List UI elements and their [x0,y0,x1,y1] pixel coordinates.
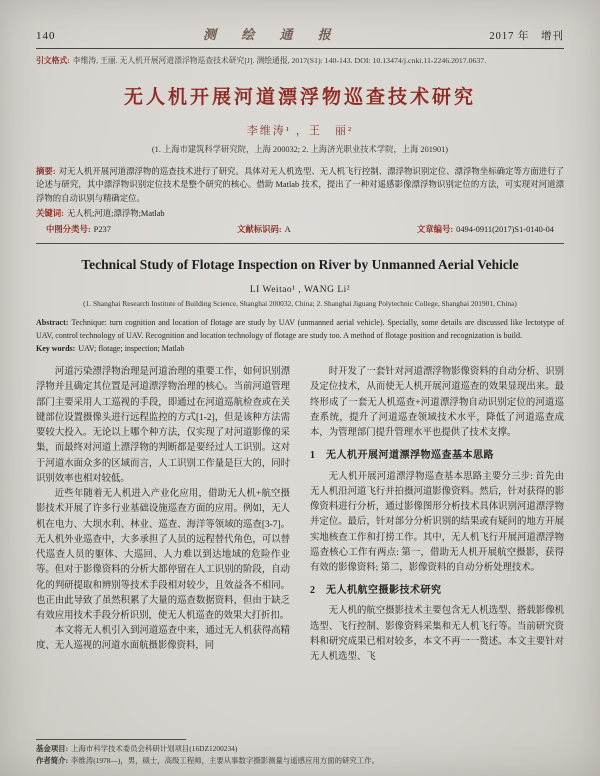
document-code: 文献标识码: A [237,225,291,235]
header-divider [36,48,564,49]
abstract-cn [36,165,564,205]
affiliation-en: (1. Shanghai Research Institute of Building Science, Shanghai 200032, China; 2. Shanghai Jiguang Polytechnic College, Shanghai 201901, China) [83,299,517,309]
abstract-label-cn: 摘要: [36,167,56,177]
affiliation-cn: (1. 上海市建筑科学研究院，上海 200032; 2. 上海济光职业技术学院，上海 201901) [151,145,449,155]
body-paragraph: 无人机开展河道漂浮物巡查基本思路主要分三步: 首先由无人机沿河道飞行并拍摄河道影像资料。然后，针对获得的影像资料进行分析，通过影像图形分析技术具体识别河道漂浮物并定位。最后，针对部分分析识别的结果或有疑问的地方开展实地核查工作和打捞工作。其中，无人机飞行开展河道漂浮物巡查核心工作有两点: 第一，借助无人机开展航空摄影，获得有效的影像资料; 第二，影像资料的自动分析处理技术。 [310,471,564,573]
citation-line [36,55,564,66]
section-divider [36,243,564,244]
keywords-text-cn: 无人机;河道;漂浮物;Matlab [66,209,165,219]
citation-label: 引文格式: [36,56,70,65]
section-heading-2: 2 无人机航空摄影技术研究 [310,585,442,597]
journal-name: 测 绘 通 报 [203,27,342,42]
section-heading-1: 1 无人机开展河道漂浮物巡查基本思路 [310,450,494,462]
bio-text: 李维涛(1978—)，男，硕士，高级工程师，主要从事数字摄影测量与遥感应用方面的研究工作。 [71,755,379,765]
footnote-block [36,739,564,766]
author-bio-line [36,755,564,766]
body-paragraph: 本文将无人机引入到河道巡查中来，通过无人机获得高精度、无人巡视的河道水面航摄影像资料，同 [36,626,290,652]
article-title-en: Technical Study of Flotage Inspection on River by Unmanned Aerial Vehicle [81,257,519,273]
keywords-text-en: UAV; flotage; inspection; Matlab [78,344,185,354]
journal-header [36,24,564,43]
body-paragraph: 时开发了一套针对河道漂浮物影像资料的自动分析、识别及定位技术，从而使无人机开展河道巡查的效果显现出来。最终形成了一套无人机巡查+河道漂浮物自动识别定位的河道巡查系统，提升了河道巡查领域技术水平，降低了河道巡查成本，为管理部门提升管理水平也提供了技术支撑。 [310,367,564,439]
fund-label: 基金项目: [36,744,69,754]
article-meta [36,223,564,235]
body-left-column [36,365,290,665]
body-paragraph: 河道污染漂浮物治理是河道治理的重要工作，如何识别漂浮物并且确定其位置是河道漂浮物治理的核心。当前河道管理部门主要采用人工巡视的手段，即通过在河道巡航检查或在关键部位设置摄像头进行远程监控的方式[1-2]，但是该种方法需要较大投入。无论以上哪个种方法，仅实现了对河道影像的采集，而最终对河道上漂浮物的判断都是要经过人工识别。这对于河道水面众多的区域而言，人工识别工作量是巨大的，同时识别效率也相对较低。 [36,367,290,484]
keywords-label-en: Key words: [36,344,76,354]
keywords-en [36,344,564,353]
body-paragraph: 近些年随着无人机进入产业化应用，借助无人机+航空摄影技术开展了许多行业基础设施巡查方面的应用。例如，无人机在电力、大坝水利、林业、巡查、海洋等领域的巡查[3-7]。无人机外业巡查中，大多承担了人员的远程替代角色，可以替代巡查人员的躯体、大巡回、人力难以到达地域的危险作业等。但对于影像资料的分析大都停留在人工识别的阶段，自动化的判研提取和辨别等技术手段相对较少，且效益各不相同。也正由此导致了虽然积累了大量的巡查数据资料，但由于缺乏有效应用技术手段分析识别，使无人机巡查的效果大打折扣。 [36,489,290,621]
keywords-label-cn: 关键词: [36,209,64,219]
citation-text: 李维涛, 王丽. 无人机开展河道漂浮物巡查技术研究[J]. 测绘通报, 2017(S1): 140-143. DOI: 10.13474/j.cnki.11-2246.2017.0637. [72,56,487,65]
body-right-column [310,365,564,665]
article-title-cn: 无人机开展河道漂浮物巡查技术研究 [123,87,476,109]
abstract-label-en: Abstract: [36,318,69,328]
fund-line [36,743,564,754]
abstract-en [36,317,564,342]
authors-en: LI Weitao¹ , WANG Li² [249,285,351,296]
footnote-divider [36,739,186,740]
clc-number: 中图分类号: P237 [46,225,111,235]
page-number: 140 [36,30,56,42]
bio-label: 作者简介: [36,755,69,765]
abstract-text-en: Technique: turn cognition and location of flotage are study by UAV (unmanned aerial vehicle). Specially, some details are discussed like lectotype of UAV, control technology of UAV. Recognition and location technology of flotage are study too. A method of flotage position and recognization is build. [36,318,564,340]
issue-info: 2017 年 增刊 [489,31,564,42]
article-body [36,365,564,665]
keywords-cn [36,207,564,219]
body-paragraph: 无人机的航空摄影技术主要包含无人机选型、搭载影像机选型、飞行控制、影像资料采集和无人机飞行等。当前研究资料和研究成果已相对较多，本文不再一一赘述。本文主要针对无人机选型、飞 [310,606,564,663]
authors-cn: 李维涛¹ ，王 丽² [246,125,354,138]
fund-text: 上海市科学技术委员会科研计划项目(16DZ1200234) [71,744,238,754]
abstract-text-cn: 对无人机开展河道漂浮物的巡查技术进行了研究。具体对无人机选型、无人机飞行控制、漂浮物识别定位、漂浮物坐标确定等方面进行了论述与研究，其中漂浮物识别定位技术是整个研究的核心。借助 Matlab 技术，提出了一种对遥感影像漂浮物识别定位的方法，可实现对河道漂浮物的自动识别与精确定位。 [36,167,564,203]
article-id: 文章编号: 0494-0911(2017)S1-0140-04 [416,225,554,235]
